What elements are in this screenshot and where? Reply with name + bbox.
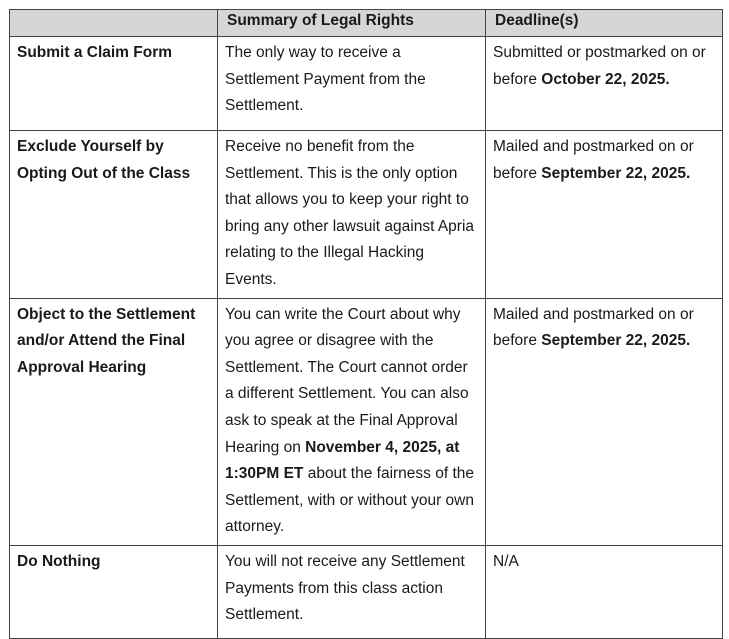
deadline-cell — [486, 37, 723, 131]
deadline-text: Mailed and postmarked on or before — [493, 305, 694, 350]
table-row — [10, 37, 723, 131]
header-deadline: Deadline(s) — [486, 10, 723, 37]
hearing-date: November 4, 2025, at 1:30PM ET — [225, 438, 460, 483]
option-cell: Submit a Claim Form — [10, 37, 218, 131]
table-row — [10, 131, 723, 299]
deadline-text: Submitted or postmarked on or before — [493, 44, 706, 88]
summary-cell: Receive no benefit from the Settlement. This is the only option that allows you to keep your right to bring any other lawsuit against Apria relating to the Illegal Hacking Events. — [218, 131, 486, 299]
table-header-row — [10, 10, 723, 37]
header-summary: Summary of Legal Rights — [218, 10, 486, 37]
option-cell: Do Nothing — [10, 545, 218, 638]
deadline-date: September 22, 2025. — [541, 332, 691, 350]
table-row — [10, 298, 723, 545]
summary-text: about the fairness of the Settlement, with or without your own attorney. — [225, 465, 475, 536]
summary-text: You can write the Court about why you agree or disagree with the Settlement. The Court cannot order a different Settlement. You can also ask to speak at the Final Approval Hearing on — [225, 305, 469, 456]
table-row — [10, 545, 723, 638]
deadline-text: Mailed and postmarked on or before — [493, 138, 694, 182]
deadline-date: October 22, 2025. — [541, 70, 670, 88]
option-cell: Object to the Settlement and/or Attend the Final Approval Hearing — [10, 298, 218, 545]
deadline-cell — [486, 298, 723, 545]
option-cell: Exclude Yourself by Opting Out of the Class — [10, 131, 218, 299]
deadline-date: September 22, 2025. — [541, 164, 691, 182]
header-option — [10, 10, 218, 37]
summary-cell: You will not receive any Settlement Payments from this class action Settlement. — [218, 545, 486, 638]
legal-rights-table — [9, 9, 723, 639]
summary-cell: The only way to receive a Settlement Payment from the Settlement. — [218, 37, 486, 131]
deadline-cell — [486, 131, 723, 299]
summary-cell — [218, 298, 486, 545]
deadline-cell: N/A — [486, 545, 723, 638]
